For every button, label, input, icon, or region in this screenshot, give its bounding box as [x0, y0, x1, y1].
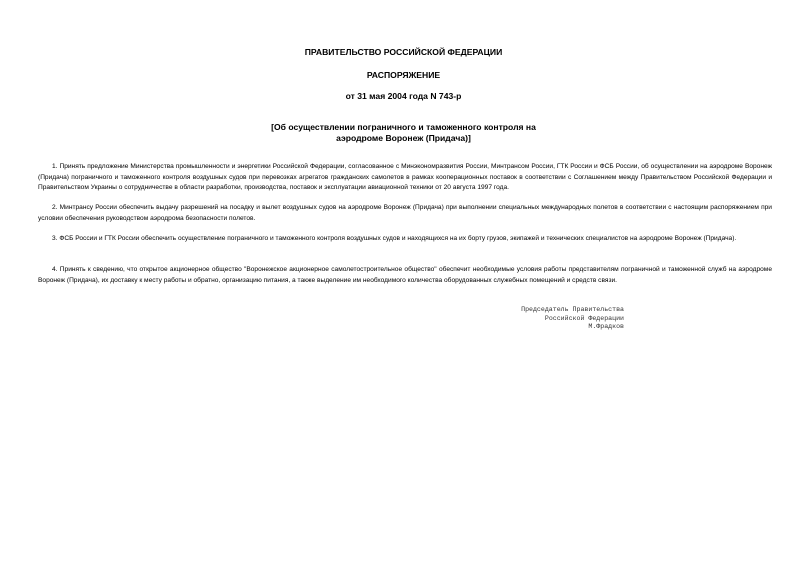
document-date-number: от 31 мая 2004 года N 743-р: [345, 91, 462, 101]
paragraph-3: 3. ФСБ России и ГТК России обеспечить осуществление пограничного и таможенного контроля воздушных судов и находящихся на их борту грузов, экипажей и технических специалистов на аэродроме Воронеж (Придача).: [52, 235, 737, 242]
signature-position: Председатель Правительства: [521, 306, 624, 313]
paragraph-1: 1. Принять предложение Министерства промышленности и энергетики Российской Федерации, согласованное с Минэкономразвития России, Минтрансом России, ГТК России и ФСБ России, об осуществлении на аэродроме Воронеж (Придача) пограничного и таможенного контроля воздушных судов при перевозках агрегатов гражданских самолетов в рамках кооперационных поставок в соответствии с Соглашением между Правительством Российской Федерации и Правительством Украины о сотрудничестве в области разработки, производства, поставок и эксплуатации авиационной техники от 20 августа 1997 года.: [38, 163, 772, 191]
document-title: [0, 122, 807, 144]
government-heading: ПРАВИТЕЛЬСТВО РОССИЙСКОЙ ФЕДЕРАЦИИ: [304, 47, 503, 57]
document-type: РАСПОРЯЖЕНИЕ: [366, 70, 441, 80]
document-title-line-2: аэродроме Воронеж (Придача)]: [336, 133, 471, 143]
paragraph-2: 2. Минтрансу России обеспечить выдачу разрешений на посадку и вылет воздушных судов на аэродроме Воронеж (Придача) при выполнении специальных международных полетов в соответствии с настоящим распоряжением при условии обеспечения руководством аэродрома безопасности полетов.: [38, 204, 772, 222]
signature-name: М.Фрадков: [588, 323, 624, 331]
signature-block: [521, 306, 624, 332]
document-title-line-1: [Об осуществлении пограничного и таможенного контроля на: [271, 122, 536, 132]
signature-country: Российской Федерации: [544, 314, 624, 322]
paragraph-4: 4. Принять к сведению, что открытое акционерное общество "Воронежское акционерное самолетостроительное общество" обеспечит необходимые условия работы представителям пограничной и таможенной служб на аэродроме Воронеж (Придача), их доставку к месту работы и обратно, организацию питания, а также выделение им необходимого количества оборудованных служебных помещений и средств связи.: [38, 266, 772, 284]
